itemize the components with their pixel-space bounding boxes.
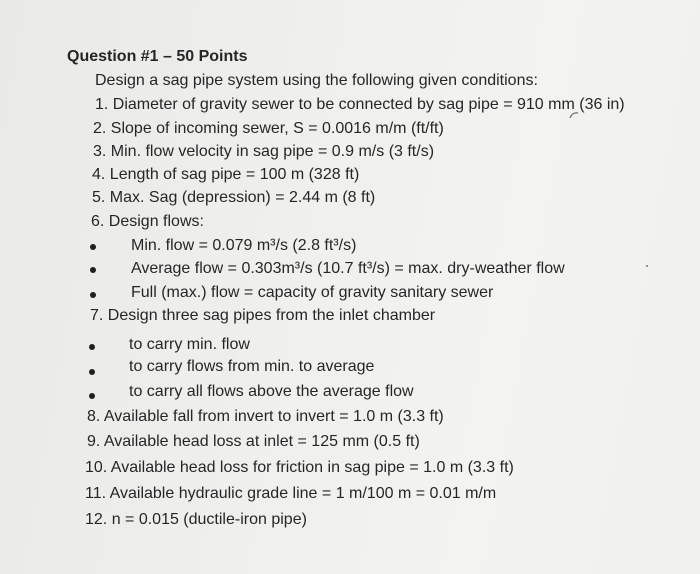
bullet-marker <box>90 244 96 250</box>
bullet-marker <box>90 267 96 273</box>
pen-mark <box>568 110 580 120</box>
condition-item-8: 8. Available fall from invert to invert = 1.0 m (3.3 ft) <box>87 408 444 425</box>
sag-pipe-min: to carry min. flow <box>129 336 250 353</box>
question-title: Question #1 – 50 Points <box>67 48 248 65</box>
flow-min: Min. flow = 0.079 m³/s (2.8 ft³/s) <box>131 237 357 254</box>
intro-text: Design a sag pipe system using the following given conditions: <box>95 72 538 89</box>
flow-full: Full (max.) flow = capacity of gravity sanitary sewer <box>131 284 494 301</box>
bullet-marker <box>89 344 95 350</box>
condition-item-9: 9. Available head loss at inlet = 125 mm (0.5 ft) <box>87 433 420 450</box>
condition-item-3: 3. Min. flow velocity in sag pipe = 0.9 m/s (3 ft/s) <box>93 143 435 160</box>
bullet-marker <box>89 369 95 375</box>
flow-average: Average flow = 0.303m³/s (10.7 ft³/s) = max. dry-weather flow <box>131 260 565 277</box>
condition-item-12: 12. n = 0.015 (ductile-iron pipe) <box>85 511 307 528</box>
sag-pipe-min-to-average: to carry flows from min. to average <box>129 358 375 375</box>
condition-item-6: 6. Design flows: <box>91 213 204 230</box>
bullet-marker <box>89 393 95 399</box>
condition-item-11: 11. Available hydraulic grade line = 1 m/100 m = 0.01 m/m <box>85 485 497 502</box>
condition-item-7: 7. Design three sag pipes from the inlet chamber <box>90 307 436 324</box>
bullet-marker <box>90 292 96 298</box>
condition-item-1: 1. Diameter of gravity sewer to be connected by sag pipe = 910 mm (36 in) <box>95 96 625 113</box>
paper-speck <box>646 265 648 267</box>
condition-item-2: 2. Slope of incoming sewer, S = 0.0016 m/m (ft/ft) <box>93 120 444 137</box>
condition-item-5: 5. Max. Sag (depression) = 2.44 m (8 ft) <box>92 189 376 206</box>
condition-item-10: 10. Available head loss for friction in sag pipe = 1.0 m (3.3 ft) <box>85 459 514 476</box>
condition-item-4: 4. Length of sag pipe = 100 m (328 ft) <box>92 166 360 183</box>
sag-pipe-above-average: to carry all flows above the average flow <box>129 383 414 400</box>
